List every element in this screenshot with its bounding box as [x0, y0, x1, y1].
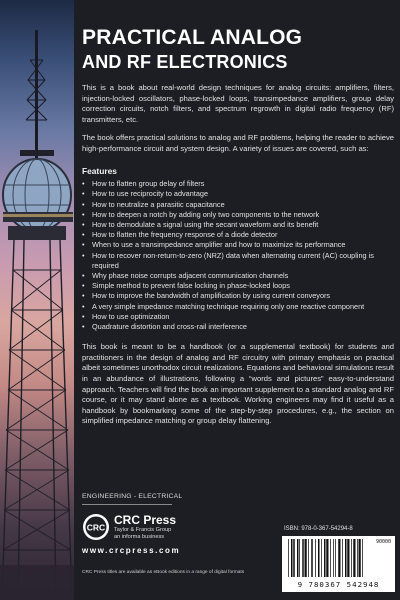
- feature-item: • When to use a transimpedance amplifier and how to maximize its performance: [82, 240, 394, 250]
- ebook-note: CRC Press titles are available as eBook editions in a range of digital formats: [82, 570, 245, 575]
- offers-paragraph: The book offers practical solutions to analog and RF problems, helping the reader to achieve high-performance circuit and system design. A variety of issues are covered, such as:: [82, 133, 394, 153]
- barcode-bar: [330, 539, 331, 577]
- subject-divider: [82, 504, 172, 505]
- barcode-bar: [357, 539, 358, 577]
- feature-item: • A very simple impedance matching technique requiring only one reactive component: [82, 302, 394, 312]
- feature-item: • How to recover non-return-to-zero (NRZ) data when alternating current (AC) coupling is required: [82, 251, 394, 271]
- barcode-bar: [302, 539, 304, 577]
- feature-item: • How to deepen a notch by adding only two components to the network: [82, 210, 394, 220]
- features-heading: Features: [82, 165, 117, 176]
- title-line-1: PRACTICAL ANALOG: [82, 26, 303, 49]
- subject-category: ENGINEERING - ELECTRICAL: [82, 493, 183, 500]
- content-panel: [74, 0, 400, 600]
- feature-item: • How to use optimization: [82, 312, 394, 322]
- publisher-url: www.crcpress.com: [82, 546, 181, 555]
- barcode: [282, 536, 395, 592]
- feature-item: • How to flatten the frequency response of a diode detector: [82, 230, 394, 240]
- feature-item: • How to improve the bandwidth of amplification by using current conveyors: [82, 291, 394, 301]
- intro-paragraph: This is a book about real-world design techniques for analog circuits: amplifiers, filters, injection-locked oscillators, phase-locked loops, transimpedance amplifiers, group delay correction circuits, notch filters, and spectrum regrowth in digital radio frequency (RF) transmitters, etc.: [82, 83, 394, 124]
- isbn-label: ISBN: 978-0-367-54294-8: [284, 526, 353, 532]
- tower-illustration: [0, 0, 74, 600]
- barcode-bar: [324, 539, 326, 577]
- description: [82, 83, 394, 427]
- barcode-bar: [353, 539, 355, 577]
- barcode-bar: [321, 539, 322, 577]
- barcode-bar: [345, 539, 347, 577]
- barcode-price-code: 90000: [375, 539, 391, 545]
- barcode-bar: [288, 539, 289, 577]
- feature-item: • Why phase noise corrupts adjacent communication channels: [82, 271, 394, 281]
- barcode-bars: [286, 539, 391, 579]
- barcode-bar: [333, 539, 334, 577]
- barcode-bar: [338, 539, 340, 577]
- barcode-bar: [308, 539, 309, 577]
- barcode-bar: [293, 539, 295, 577]
- barcode-bar: [335, 539, 336, 577]
- barcode-bar: [311, 539, 313, 577]
- feature-item: • How to demodulate a signal using the secant waveform and its benefit: [82, 220, 394, 230]
- features-list: [82, 179, 394, 332]
- barcode-bar: [315, 539, 316, 577]
- barcode-bar: [342, 539, 343, 577]
- feature-item: • How to flatten group delay of filters: [82, 179, 394, 189]
- publisher-group-line: an informa business: [114, 534, 165, 540]
- barcode-digits: 9 780367 542948: [297, 580, 380, 589]
- cover-footer: [74, 488, 400, 600]
- barcode-bar: [291, 539, 293, 577]
- barcode-bar: [297, 539, 299, 577]
- tower-photo: [0, 0, 74, 600]
- publisher-group-line: Taylor & Francis Group: [114, 527, 172, 533]
- barcode-bar: [351, 539, 352, 577]
- feature-item: • How to neutralize a parasitic capacitance: [82, 200, 394, 210]
- logo-lettering: CRC: [86, 522, 106, 533]
- feature-item: • Simple method to prevent false locking in phase-locked loops: [82, 281, 394, 291]
- publisher-name: CRC Press: [114, 513, 177, 527]
- crc-press-logo-icon: [82, 513, 110, 541]
- barcode-bar: [347, 539, 349, 577]
- barcode-bar: [299, 539, 300, 577]
- barcode-bar: [326, 539, 328, 577]
- barcode-bar: [305, 539, 307, 577]
- publisher-group: [114, 527, 171, 541]
- book-title: [82, 26, 394, 74]
- feature-item: • How to use reciprocity to advantage: [82, 189, 394, 199]
- title-line-2: AND RF ELECTRONICS: [82, 52, 288, 72]
- barcode-bar: [318, 539, 320, 577]
- feature-item: • Quadrature distortion and cross-rail interference: [82, 322, 394, 332]
- closing-paragraph: This book is meant to be a handbook (or a supplemental textbook) for students and practitioners in the design of analog and RF circuitry with primary emphasis on practical albeit sometimes unorthodox circuit realizations. Equations and behavioral simulations result in an abundance of illustrations, following a “words and pictures” easy-to-understand approach. Teachers will find the book an important supplement to a standard analog and RF course, or it may stand alone as a textbook. Working engineers may find it useful as a handbook by bookmarking some of the step-by-step procedures, e.g., the section on simplified impedance matching or group delay flattening.: [82, 342, 394, 426]
- barcode-bar: [362, 539, 363, 577]
- barcode-bar: [359, 539, 361, 577]
